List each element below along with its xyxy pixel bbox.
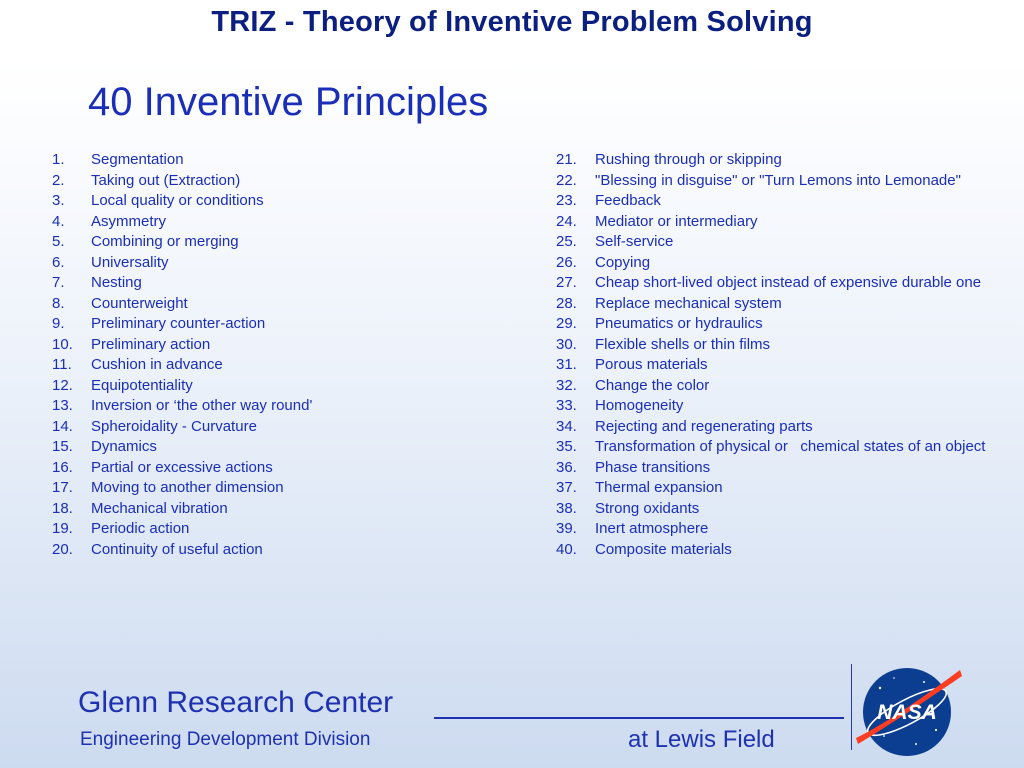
list-item bbox=[52, 212, 512, 233]
list-item bbox=[52, 355, 512, 376]
item-text: "Blessing in disguise" or "Turn Lemons into Lemonade" bbox=[595, 171, 961, 189]
item-number: 17. bbox=[52, 479, 73, 496]
item-text: Universality bbox=[91, 253, 169, 271]
principles-list-right bbox=[556, 150, 996, 560]
item-number: 38. bbox=[556, 499, 577, 517]
footer-location: at Lewis Field bbox=[628, 726, 775, 753]
item-text: Cushion in advance bbox=[91, 356, 223, 373]
item-text: Preliminary action bbox=[91, 335, 211, 353]
list-item bbox=[556, 355, 996, 376]
item-text: Rushing through or skipping bbox=[595, 151, 782, 168]
list-item bbox=[52, 294, 512, 315]
item-number: 14. bbox=[52, 417, 73, 435]
item-number: 4. bbox=[52, 212, 65, 230]
item-text: Nesting bbox=[91, 274, 142, 291]
item-number: 3. bbox=[52, 192, 65, 209]
item-text: Partial or excessive actions bbox=[91, 458, 273, 476]
list-item bbox=[52, 458, 512, 479]
item-number: 27. bbox=[556, 274, 577, 291]
item-number: 40. bbox=[556, 540, 577, 558]
item-number: 29. bbox=[556, 315, 577, 332]
item-text: Strong oxidants bbox=[595, 499, 700, 517]
item-number: 22. bbox=[556, 171, 577, 189]
list-item bbox=[52, 417, 512, 438]
item-text: Spheroidality - Curvature bbox=[91, 417, 257, 435]
list-item bbox=[556, 273, 996, 294]
item-number: 33. bbox=[556, 397, 577, 414]
item-text: Phase transitions bbox=[595, 458, 711, 476]
list-item bbox=[52, 273, 512, 294]
item-text: Dynamics bbox=[91, 438, 157, 455]
item-text: Flexible shells or thin films bbox=[595, 335, 771, 353]
item-number: 21. bbox=[556, 151, 577, 168]
list-item bbox=[556, 376, 996, 397]
list-item bbox=[52, 335, 512, 356]
logo-separator bbox=[851, 664, 852, 750]
item-text: Mechanical vibration bbox=[91, 499, 228, 517]
item-text: Self-service bbox=[595, 233, 674, 250]
list-item bbox=[52, 499, 512, 520]
item-text: Replace mechanical system bbox=[595, 294, 782, 312]
item-number: 30. bbox=[556, 335, 577, 353]
item-number: 37. bbox=[556, 479, 577, 496]
item-number: 34. bbox=[556, 417, 577, 435]
item-number: 24. bbox=[556, 212, 577, 230]
item-text: Segmentation bbox=[91, 151, 184, 168]
principles-list-left bbox=[52, 150, 512, 560]
list-item bbox=[52, 253, 512, 274]
list-item bbox=[556, 294, 996, 315]
nasa-logo-icon bbox=[854, 664, 964, 760]
footer-organization: Glenn Research Center bbox=[78, 686, 394, 719]
list-item bbox=[52, 519, 512, 540]
footer-divider bbox=[434, 717, 844, 719]
list-item bbox=[52, 191, 512, 212]
list-item bbox=[556, 458, 996, 479]
item-number: 1. bbox=[52, 151, 65, 168]
header-title: TRIZ - Theory of Inventive Problem Solving bbox=[211, 6, 813, 38]
item-number: 8. bbox=[52, 294, 65, 312]
item-number: 19. bbox=[52, 520, 73, 537]
list-item bbox=[556, 253, 996, 274]
list-item bbox=[556, 499, 996, 520]
item-text: Pneumatics or hydraulics bbox=[595, 315, 763, 332]
item-text: Thermal expansion bbox=[595, 479, 723, 496]
item-number: 23. bbox=[556, 192, 577, 209]
item-text: Rejecting and regenerating parts bbox=[595, 417, 813, 435]
item-text: Homogeneity bbox=[595, 397, 684, 414]
item-number: 28. bbox=[556, 294, 577, 312]
list-item bbox=[52, 232, 512, 253]
list-item bbox=[52, 171, 512, 192]
list-item bbox=[52, 396, 512, 417]
item-text: Preliminary counter-action bbox=[91, 315, 266, 332]
item-number: 11. bbox=[52, 356, 72, 373]
item-number: 36. bbox=[556, 458, 577, 476]
list-item bbox=[52, 376, 512, 397]
item-number: 31. bbox=[556, 356, 577, 373]
item-number: 10. bbox=[52, 335, 73, 353]
item-text: Taking out (Extraction) bbox=[91, 171, 241, 189]
item-text: Inert atmosphere bbox=[595, 520, 709, 537]
item-number: 13. bbox=[52, 397, 73, 414]
list-item bbox=[556, 519, 996, 540]
item-text: Combining or merging bbox=[91, 233, 239, 250]
list-item bbox=[556, 540, 996, 561]
list-item bbox=[556, 191, 996, 212]
item-text: Copying bbox=[595, 253, 651, 271]
item-number: 5. bbox=[52, 233, 65, 250]
item-text: Transformation of physical or chemical states of an object bbox=[595, 438, 986, 455]
footer-division: Engineering Development Division bbox=[80, 729, 371, 750]
item-text: Local quality or conditions bbox=[91, 192, 264, 209]
list-item bbox=[52, 437, 512, 458]
list-item bbox=[556, 212, 996, 233]
list-item bbox=[556, 478, 996, 499]
item-text: Asymmetry bbox=[91, 212, 166, 230]
item-text: Feedback bbox=[595, 192, 661, 209]
item-number: 6. bbox=[52, 253, 65, 271]
item-number: 26. bbox=[556, 253, 577, 271]
item-text: Periodic action bbox=[91, 520, 190, 537]
item-number: 15. bbox=[52, 438, 73, 455]
list-item bbox=[556, 150, 996, 171]
list-item bbox=[556, 171, 996, 192]
list-item bbox=[52, 150, 512, 171]
item-text: Mediator or intermediary bbox=[595, 212, 758, 230]
list-item bbox=[556, 335, 996, 356]
item-number: 25. bbox=[556, 233, 577, 250]
slide-title: 40 Inventive Principles bbox=[88, 80, 489, 124]
item-text: Equipotentiality bbox=[91, 376, 193, 394]
list-item bbox=[556, 417, 996, 438]
item-number: 12. bbox=[52, 376, 73, 394]
item-number: 20. bbox=[52, 540, 73, 558]
item-number: 2. bbox=[52, 171, 65, 189]
list-item bbox=[556, 232, 996, 253]
item-number: 32. bbox=[556, 376, 577, 394]
list-item bbox=[52, 540, 512, 561]
list-item bbox=[52, 314, 512, 335]
item-number: 18. bbox=[52, 499, 73, 517]
list-item bbox=[556, 437, 996, 458]
item-number: 16. bbox=[52, 458, 73, 476]
item-number: 39. bbox=[556, 520, 577, 537]
item-text: Cheap short-lived object instead of expensive durable one bbox=[595, 274, 982, 291]
list-item bbox=[556, 314, 996, 335]
item-text: Porous materials bbox=[595, 356, 708, 373]
item-text: Moving to another dimension bbox=[91, 479, 284, 496]
item-text: Inversion or ‘the other way round' bbox=[91, 397, 313, 414]
item-number: 35. bbox=[556, 438, 577, 455]
list-item bbox=[52, 478, 512, 499]
item-text: Change the color bbox=[595, 376, 710, 394]
item-number: 9. bbox=[52, 315, 65, 332]
logo-text: NASA bbox=[877, 701, 937, 724]
item-number: 7. bbox=[52, 274, 65, 291]
item-text: Counterweight bbox=[91, 294, 188, 312]
list-item bbox=[556, 396, 996, 417]
item-text: Composite materials bbox=[595, 540, 732, 558]
item-text: Continuity of useful action bbox=[91, 540, 263, 558]
